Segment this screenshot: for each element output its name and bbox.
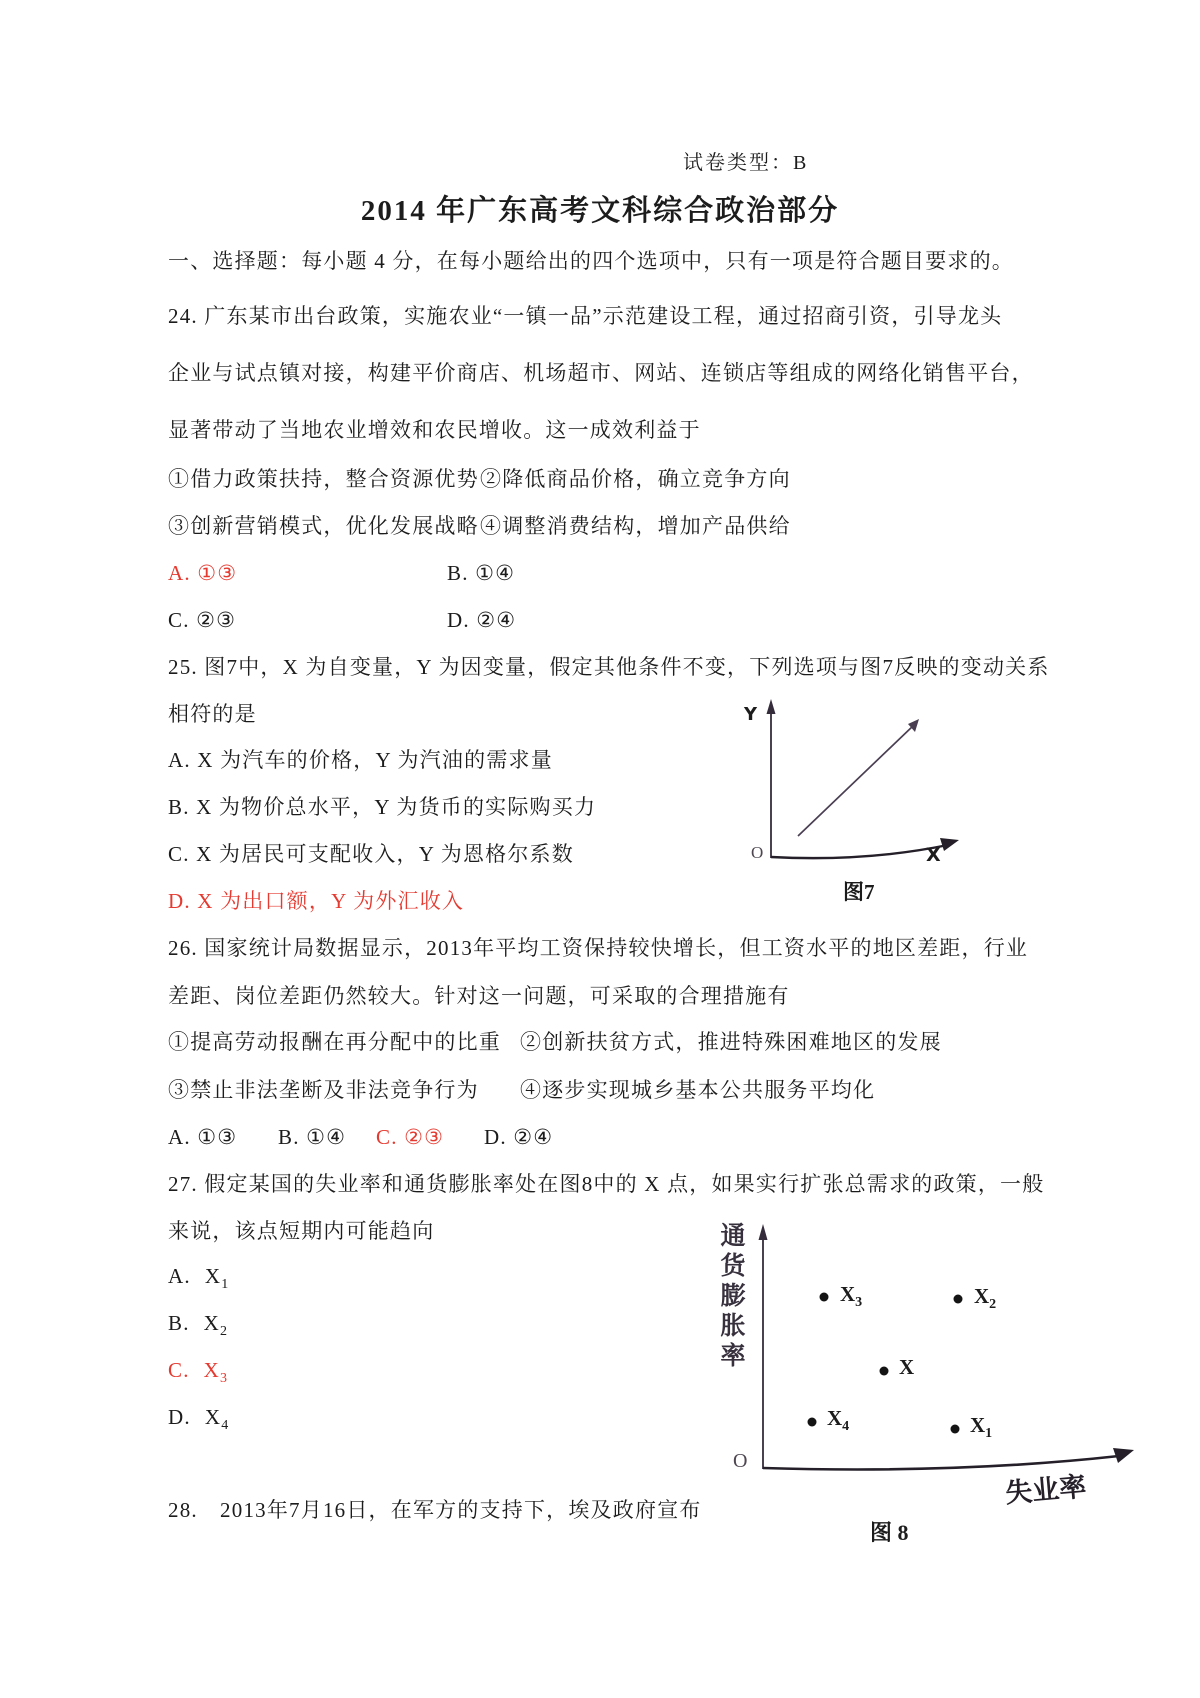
figure7-x-label: X bbox=[926, 844, 941, 866]
q27-line2: 来说，该点短期内可能趋向 bbox=[168, 1219, 435, 1243]
q27-option-b-sub: 2 bbox=[220, 1324, 229, 1340]
q26-line2: 差距、岗位差距仍然较大。针对这一问题，可采取的合理措施有 bbox=[168, 984, 790, 1008]
q28-line1: 28. 2013年7月16日，在军方的支持下，埃及政府宣布 bbox=[168, 1498, 702, 1522]
q26-item-3: ③禁止非法垄断及非法竞争行为 bbox=[168, 1078, 479, 1102]
q24-option-a-answer: A. ①③ bbox=[168, 561, 238, 585]
figure8-point-label-x1 bbox=[970, 1413, 992, 1442]
q27-option-d bbox=[168, 1404, 229, 1439]
figure8-point-label-x3 bbox=[840, 1282, 862, 1311]
q24-item-3: ③创新营销模式，优化发展战略 bbox=[168, 514, 479, 538]
q24-line1: 24. 广东某市出台政策，实施农业“一镇一品”示范建设工程，通过招商引资，引导龙头 bbox=[168, 304, 1003, 328]
q27-option-a bbox=[168, 1263, 229, 1298]
q26-item-2: ②创新扶贫方式，推进特殊困难地区的发展 bbox=[520, 1030, 942, 1054]
q26-option-d: D. ②④ bbox=[484, 1125, 554, 1149]
figure8-x1-sub: 1 bbox=[985, 1426, 993, 1442]
figure8-point-x2 bbox=[954, 1295, 963, 1304]
q25-line2: 相符的是 bbox=[168, 702, 257, 726]
q27-option-c-sub: 3 bbox=[220, 1371, 229, 1387]
figure8-point-x4 bbox=[808, 1418, 817, 1427]
q27-line1: 27. 假定某国的失业率和通货膨胀率处在图8中的 X 点，如果实行扩张总需求的政策，一般 bbox=[168, 1172, 1045, 1196]
q25-option-a: A. X 为汽车的价格，Y 为汽油的需求量 bbox=[168, 748, 553, 772]
q24-option-b: B. ①④ bbox=[447, 561, 516, 585]
figure8-x3-sub: 3 bbox=[855, 1295, 863, 1311]
figure8-x3-base: X bbox=[840, 1282, 856, 1306]
q24-item-4: ④调整消费结构，增加产品供给 bbox=[480, 514, 791, 538]
q27-option-b-letter: B. bbox=[168, 1311, 190, 1335]
figure7-rising-line bbox=[798, 725, 914, 836]
figure7-origin-label: O bbox=[751, 843, 764, 862]
figure8-caption: 图 8 bbox=[870, 1520, 909, 1545]
figure8-x-base: X bbox=[899, 1355, 915, 1379]
q24-option-d: D. ②④ bbox=[447, 608, 517, 632]
q24-item-2: ②降低商品价格，确立竞争方向 bbox=[480, 467, 791, 491]
figure7-x-axis bbox=[771, 845, 948, 858]
q27-option-a-sub: 1 bbox=[221, 1277, 230, 1293]
figure8-y-label: 通货膨胀率 bbox=[717, 1222, 744, 1372]
figure8-point-label-x bbox=[899, 1355, 914, 1384]
figure8-x4-sub: 4 bbox=[842, 1419, 850, 1435]
paper-type-label: 试卷类型：B bbox=[683, 152, 809, 174]
figure8-point-label-x2 bbox=[974, 1284, 996, 1313]
figure7-y-label: Y bbox=[744, 704, 758, 725]
section-intro: 一、选择题：每小题 4 分，在每小题给出的四个选项中，只有一项是符合题目要求的。 bbox=[168, 249, 1014, 273]
figure7-x-axis-arrow bbox=[940, 838, 959, 851]
q25-option-b: B. X 为物价总水平，Y 为货币的实际购买力 bbox=[168, 795, 597, 819]
q27-option-a-value: X bbox=[204, 1264, 222, 1288]
q24-option-c: C. ②③ bbox=[168, 608, 237, 632]
figure8-point-x3 bbox=[820, 1293, 829, 1302]
figure8-origin-label: O bbox=[733, 1450, 748, 1472]
figure7-line-graph bbox=[690, 635, 990, 900]
q27-option-c-value: X bbox=[203, 1358, 221, 1382]
page-title: 2014 年广东高考文科综合政治部分 bbox=[360, 195, 840, 227]
q27-option-b-value: X bbox=[203, 1311, 221, 1335]
figure8-point-label-x4 bbox=[827, 1406, 849, 1435]
q26-line1: 26. 国家统计局数据显示，2013年平均工资保持较快增长，但工资水平的地区差距，行业 bbox=[168, 936, 1029, 960]
figure8-x4-base: X bbox=[827, 1406, 843, 1430]
q27-option-c-answer bbox=[168, 1357, 228, 1392]
q26-option-c-answer: C. ②③ bbox=[376, 1125, 445, 1149]
figure8-x1-base: X bbox=[970, 1413, 986, 1437]
q27-option-d-sub: 4 bbox=[221, 1418, 230, 1434]
q25-line1: 25. 图7中，X 为自变量，Y 为因变量，假定其他条件不变，下列选项与图7反映的变动关系 bbox=[168, 655, 1050, 679]
q26-item-4: ④逐步实现城乡基本公共服务平均化 bbox=[520, 1078, 876, 1102]
figure8-x-label: 失业率 bbox=[1004, 1471, 1088, 1509]
q24-item-1: ①借力政策扶持，整合资源优势 bbox=[168, 467, 479, 491]
q25-option-c: C. X 为居民可支配收入，Y 为恩格尔系数 bbox=[168, 842, 574, 866]
q26-option-b: B. ①④ bbox=[278, 1125, 347, 1149]
q27-option-a-letter: A. bbox=[168, 1264, 191, 1288]
figure8-point-x bbox=[880, 1367, 889, 1376]
q27-option-b bbox=[168, 1310, 228, 1345]
q24-line2: 企业与试点镇对接，构建平价商店、机场超市、网站、连锁店等组成的网络化销售平台， bbox=[168, 361, 1034, 385]
q27-option-d-value: X bbox=[204, 1405, 222, 1429]
q26-item-1: ①提高劳动报酬在再分配中的比重 bbox=[168, 1030, 501, 1054]
figure8-x-axis-arrow bbox=[1113, 1448, 1134, 1463]
q24-line3: 显著带动了当地农业增效和农民增收。这一成效利益于 bbox=[168, 418, 701, 442]
figure8-point-x1 bbox=[951, 1425, 960, 1434]
figure7-caption: 图7 bbox=[843, 880, 875, 904]
q26-option-a: A. ①③ bbox=[168, 1125, 238, 1149]
q27-option-d-letter: D. bbox=[168, 1405, 191, 1429]
figure8-x2-sub: 2 bbox=[989, 1297, 997, 1313]
q27-option-c-letter: C. bbox=[168, 1358, 190, 1382]
figure8-x2-base: X bbox=[974, 1284, 990, 1308]
q25-option-d-answer: D. X 为出口额，Y 为外汇收入 bbox=[168, 889, 465, 913]
